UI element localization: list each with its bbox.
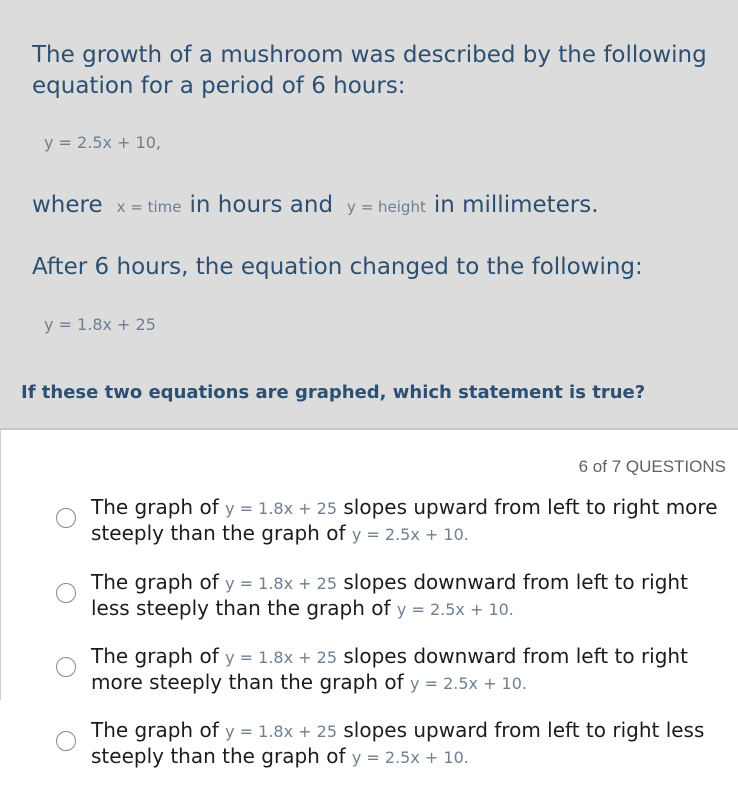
- choice-text: The graph of y = 1.8x + 25 slopes downward from left to right less steeply than the graph of y = 2.5x + 10.: [91, 570, 688, 620]
- x-definition: x = time: [116, 198, 182, 216]
- choice-text: The graph of y = 1.8x + 25 slopes downward from left to right more steeply than the graph of y = 2.5x + 10.: [91, 644, 688, 694]
- choice-text: The graph of y = 1.8x + 25 slopes upward from left to right less steeply than the graph of y = 2.5x + 10.: [91, 718, 705, 768]
- choice-2[interactable]: [0, 570, 738, 632]
- radio-button[interactable]: [56, 731, 76, 751]
- choice-text: The graph of y = 1.8x + 25 slopes upward from left to right more steeply than the graph of y = 2.5x + 10.: [91, 495, 718, 545]
- y-definition: y = height: [347, 198, 426, 216]
- radio-button[interactable]: [56, 508, 76, 528]
- question-counter: 6 of 7 QUESTIONS: [578, 457, 726, 476]
- question-prompt: If these two equations are graphed, which statement is true?: [21, 382, 646, 403]
- choice-4[interactable]: [0, 718, 738, 780]
- after-text: After 6 hours, the equation changed to the following:: [32, 254, 643, 280]
- variable-definition: [32, 190, 599, 223]
- equation-2: y = 1.8x + 25: [44, 315, 156, 334]
- radio-button[interactable]: [56, 583, 76, 603]
- where-text: where: [32, 192, 103, 218]
- choice-1[interactable]: [0, 495, 738, 557]
- in-mm-text: in millimeters.: [433, 192, 599, 218]
- equation-1: y = 2.5x + 10,: [44, 133, 161, 152]
- choice-3[interactable]: [0, 644, 738, 706]
- in-hours-text: in hours and: [189, 192, 334, 218]
- question-intro: The growth of a mushroom was described by the following equation for a period of 6 hours:: [32, 42, 707, 99]
- radio-button[interactable]: [56, 657, 76, 677]
